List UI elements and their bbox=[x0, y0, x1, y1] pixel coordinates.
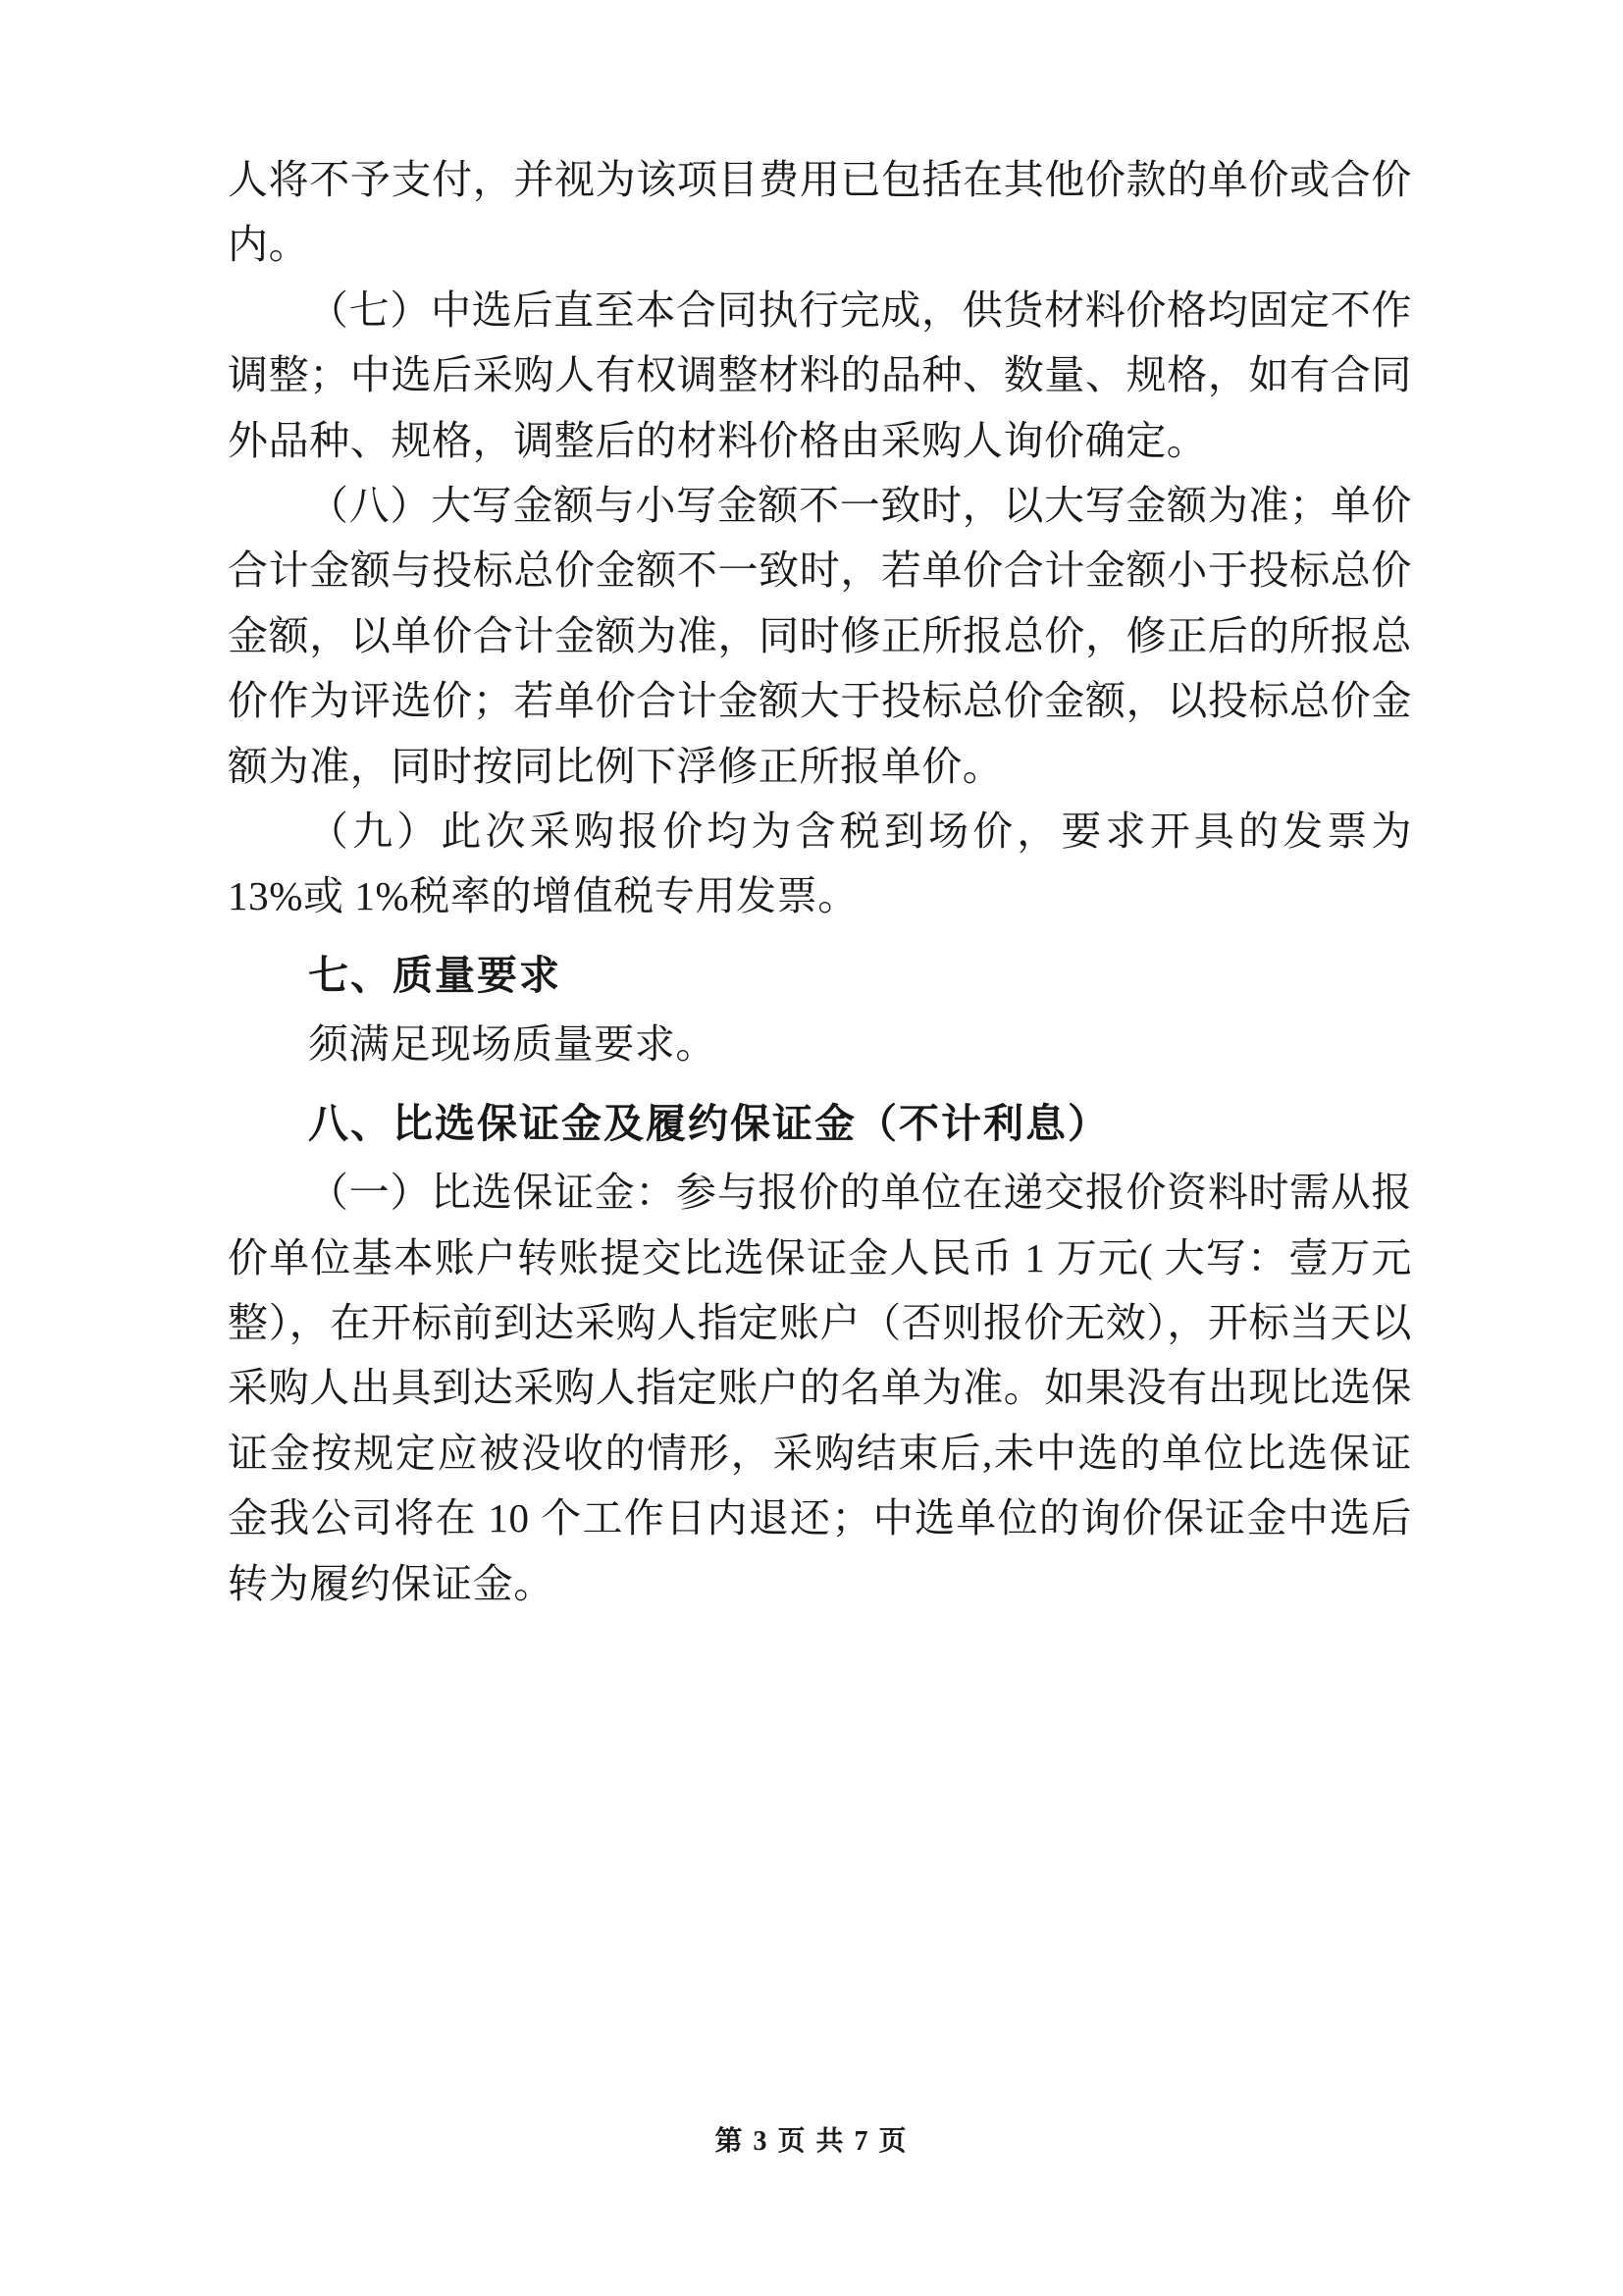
paragraph-continued: 人将不予支付，并视为该项目费用已包括在其他价款的单价或合价内。 bbox=[228, 157, 1412, 268]
paragraph-item-eight: （八）大写金额与小写金额不一致时，以大写金额为准；单价合计金额与投标总价金额不一致时，若单价合计金额小于投标总价金额，以单价合计金额为准，同时修正所报总价，修正后的所报总价作为评选价；若单价合计金额大于投标总价金额，以投标总价金额为准，同时按同比例下浮修正所报单价。 bbox=[228, 483, 1412, 789]
page-number-label: 第 3 页 共 7 页 bbox=[714, 2126, 909, 2157]
page-footer bbox=[0, 2119, 1623, 2159]
document-body bbox=[228, 147, 1412, 1616]
paragraph-item-seven: （七）中选后直至本合同执行完成，供货材料价格均固定不作调整；中选后采购人有权调整材料的品种、数量、规格，如有合同外品种、规格，调整后的材料价格由采购人询价确定。 bbox=[228, 287, 1412, 463]
section-heading-eight: 八、比选保证金及履约保证金（不计利息） bbox=[308, 1100, 1110, 1146]
paragraph-item-nine: （九）此次采购报价均为含税到场价，要求开具的发票为 13%或 1%税率的增值税专用发票。 bbox=[228, 809, 1412, 919]
section-heading-seven: 七、质量要求 bbox=[308, 952, 561, 998]
paragraph-bid-deposit: （一）比选保证金：参与报价的单位在递交报价资料时需从报价单位基本账户转账提交比选保证金人民币 1 万元( 大写：壹万元整），在开标前到达采购人指定账户（否则报价无效），开标当天以采购人出具到达采购人指定账户的名单为准。如果没有出现比选保证金按规定应被没收的情形，采购结束后,未中选的单位比选保证金我公司将在 10 个工作日内退还；中选单位的询价保证金中选后转为履约保证金。 bbox=[228, 1170, 1412, 1606]
paragraph-quality-requirement: 须满足现场质量要求。 bbox=[308, 1021, 716, 1068]
